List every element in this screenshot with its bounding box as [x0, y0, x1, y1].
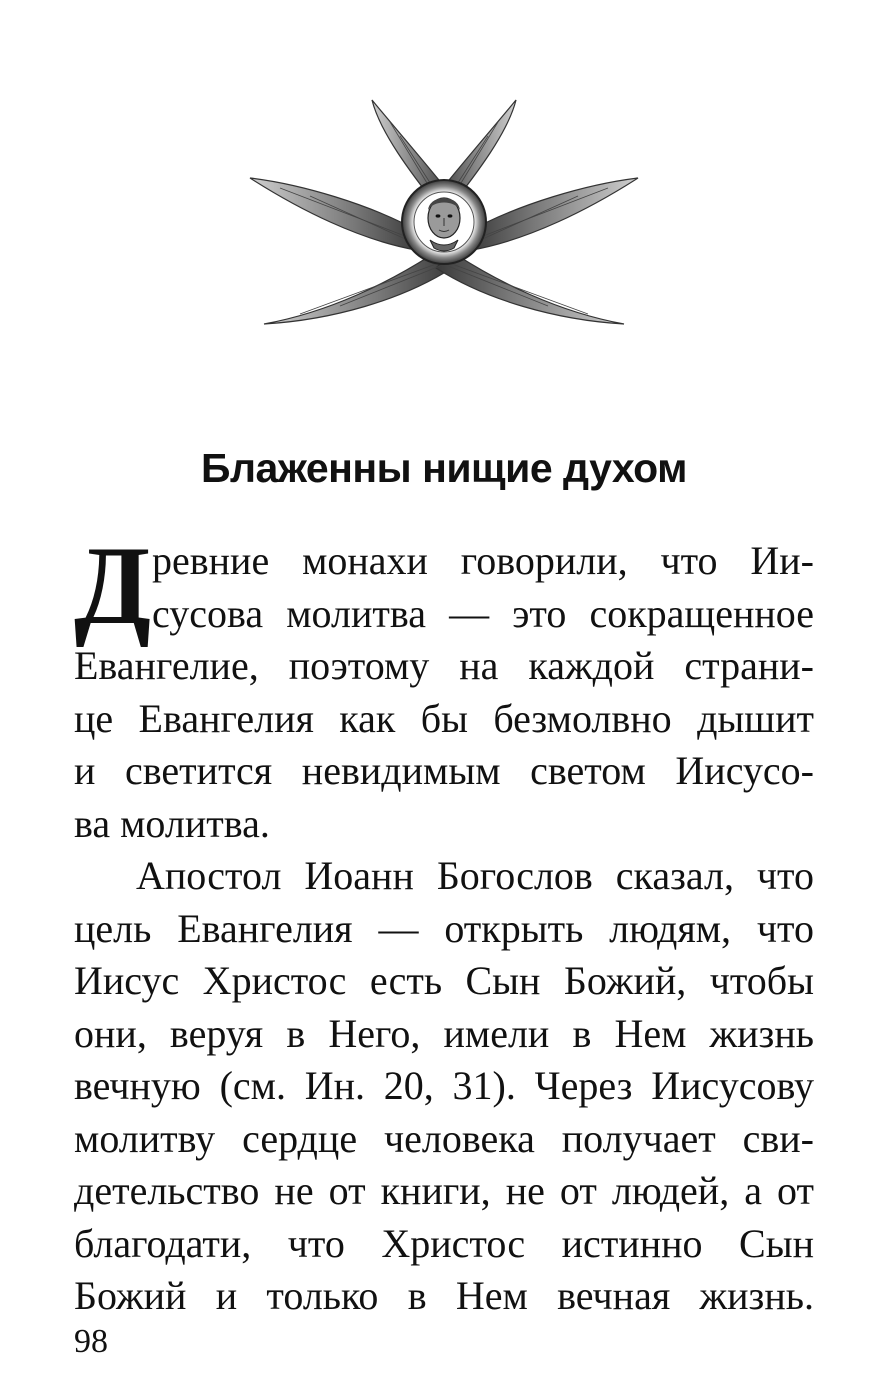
text-line: детельство не от книги, не от людей, а от — [74, 1168, 814, 1213]
text-line: молитву сердце человека получает сви- — [74, 1115, 814, 1161]
text-line: сусова молитва — это сокращенное — [152, 590, 814, 636]
drop-cap: Д — [74, 524, 152, 648]
text-line: они, веруя в Него, имели в Нем жизнь — [74, 1010, 814, 1056]
text-line: Иисус Христос есть Сын Божий, чтобы — [74, 958, 814, 1003]
text-line: Апостол Иоанн Богослов сказал, что — [136, 853, 814, 898]
text-line: цель Евангелия — открыть людям, что — [74, 905, 814, 951]
paragraph-1 — [74, 535, 814, 850]
text-line: благодати, что Христос истинно Сын — [74, 1220, 814, 1266]
text-line: ва молитва. — [74, 800, 270, 846]
chapter-title: Блаженны нищие духом — [201, 445, 687, 491]
text-line: Евангелие, поэтому на каждой страни- — [74, 643, 814, 688]
page-number: 98 — [74, 1323, 108, 1360]
text-line: Божий и только в Нем вечная жизнь. — [74, 1273, 814, 1318]
seraph-icon — [240, 92, 648, 344]
text-line: и светится невидимым светом Иисусо- — [74, 748, 814, 793]
text-line: вечную (см. Ин. 20, 31). Через Иисусову — [74, 1063, 814, 1108]
text-line: це Евангелия как бы безмолвно дышит — [74, 695, 814, 741]
paragraph-2 — [74, 850, 814, 1323]
text-line: ревние монахи говорили, что Ии- — [152, 538, 814, 583]
